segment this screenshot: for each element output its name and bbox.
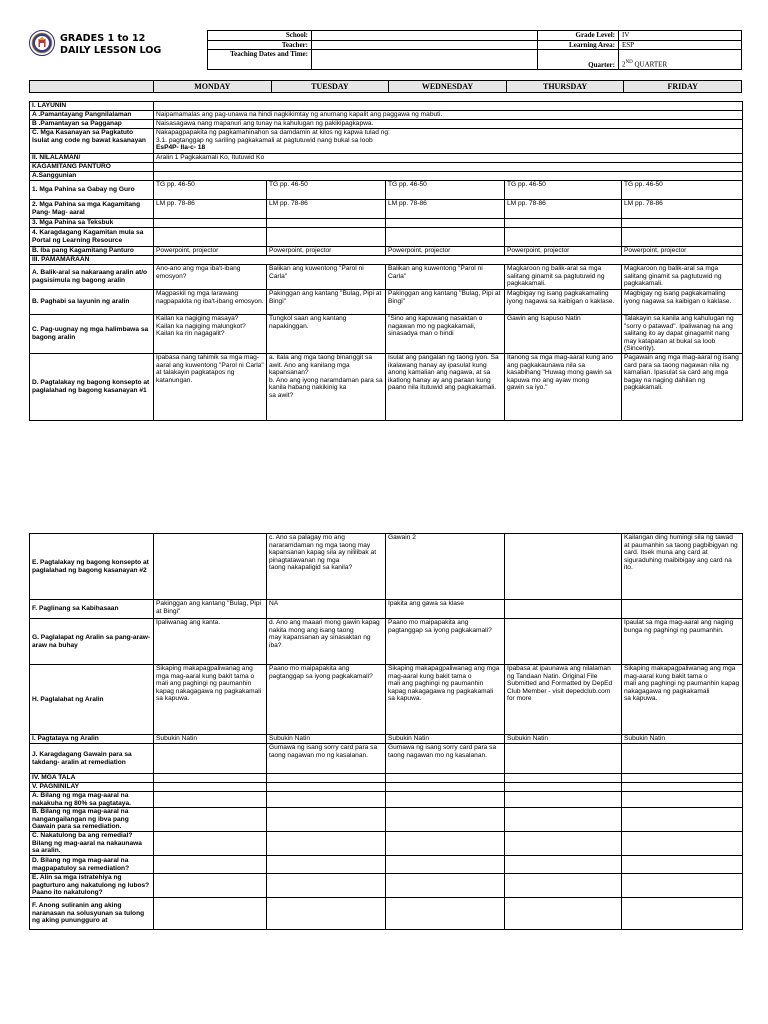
- day-cell: [505, 774, 622, 783]
- table-row: [30, 129, 743, 154]
- day-cell: Magbigay ng isang pagkakamaling iyong nagawa sa kaibigan o kaklase.: [505, 290, 622, 315]
- table-row: [30, 111, 743, 120]
- row-label: A.Sanggunian: [30, 172, 154, 181]
- row-label: B .Pamantayan sa Pagganap: [30, 120, 154, 129]
- day-cell: Magbigay ng isang pagkakamaling iyong nagawa sa kaibigan o kaklase.: [622, 290, 743, 315]
- row-label: II. NILALAMAN/: [30, 154, 154, 163]
- objective-text: [154, 154, 743, 163]
- row-label: I. LAYUNIN: [30, 102, 154, 111]
- day-cell: Paano mo maipapakita ang pagtanggap sa iyong pagkakamali?: [386, 619, 505, 665]
- day-cell: [505, 219, 622, 228]
- day-cell: Gumawa ng isang sorry card para sa taong nagawan mo ng kasalanan.: [267, 744, 386, 774]
- day-cell: [622, 897, 743, 929]
- day-cell: [154, 856, 267, 874]
- day-cell: LM pp. 78-86: [154, 200, 267, 219]
- day-cell: Pakinggan ang kantang "Bulag, Pipi at Bingi": [386, 290, 505, 315]
- day-cell: Isulat ang pangalan ng taong iyon. Sa ikalawang hanay ay ipasulat kung anong kamalian ang nagawa, at sa ikatlong hanay ay ang paraan kung paano nila itutuwid ang pagkakamali.: [386, 353, 505, 420]
- day-cell: Paano mo maipapakita ang pagtanggap sa iyong pagkakamali?: [267, 665, 386, 735]
- day-cell: d. Ano ang maaari mong gawin kapag nakita mong ang isang taong may kapansanan ay sinasaktan ng iba?: [267, 619, 386, 665]
- day-cell: LM pp. 78-86: [386, 200, 505, 219]
- table-row: [30, 163, 743, 172]
- document-title: [60, 33, 161, 57]
- day-cell: Subukin Natin: [154, 735, 267, 744]
- table-row: [30, 154, 743, 163]
- day-cell: [386, 228, 505, 247]
- day-cell: [267, 856, 386, 874]
- section-blank: [154, 256, 743, 265]
- day-cell: LM pp. 78-86: [267, 200, 386, 219]
- row-label: C. Pag-uugnay ng mga halimbawa sa bagong aralin: [30, 315, 154, 354]
- objective-text-content: Naisasagawa nang mapanuri ang tunay na kahulugan ng pakikipagkapwa.: [156, 120, 374, 127]
- table-row: [30, 534, 743, 600]
- learning-area-label: Learning Area:: [538, 40, 619, 50]
- section-blank: [154, 172, 743, 181]
- day-cell: Balikan ang kuwentong "Parol ni Carla": [267, 265, 386, 290]
- day-cell: Magpaskil ng mga larawang nagpapakita ng iba't-ibang emosyon.: [154, 290, 267, 315]
- day-cell: [505, 228, 622, 247]
- day-cell: [505, 856, 622, 874]
- day-cell: Talakayin sa kanila ang kahulugan ng "sorry o patawad". Ipaliwanag na ang salitang ito ay dapat ginagamit nang may katapatan at bukal sa loob (Sincerity).: [622, 315, 743, 354]
- day-cell: [505, 897, 622, 929]
- teacher-label: Teacher:: [208, 40, 312, 50]
- day-cell: [386, 774, 505, 783]
- day-cell: [154, 874, 267, 898]
- day-cell: [505, 783, 622, 792]
- day-cell: Gawin ang Isapuso Natin: [505, 315, 622, 354]
- row-label: I. Pagtataya ng Aralin: [30, 735, 154, 744]
- teaching-dates-value: [312, 50, 538, 70]
- row-label: 4. Karagdagang Kagamitan mula sa Portal ng Learning Resource: [30, 228, 154, 247]
- row-label: E. Pagtalakay ng bagong konsepto at paglalahad ng bagong kasanayan #2: [30, 534, 154, 600]
- day-cell: NA: [267, 600, 386, 619]
- day-cell: [154, 783, 267, 792]
- day-cell: Itanong sa mga mag-aaral kung ano ang pagkakaunawa nila sa kasabihang "Huwag mong gawin sa kapuwa mo ang ayaw mong gawin sa iyo.": [505, 353, 622, 420]
- table-row: [30, 219, 743, 228]
- school-label: School:: [208, 31, 312, 41]
- day-cell: Balikan ang kuwentong "Parol ni Carla": [386, 265, 505, 290]
- day-cell: Magkaroon ng balik-aral sa mga salitang ginamit sa pagtutuwid ng pagkakamali.: [505, 265, 622, 290]
- day-cell: Pakinggan ang kantang "Bulag, Pipi at Bingi": [267, 290, 386, 315]
- section-blank: [154, 102, 743, 111]
- day-cell: c. Ano sa palagay mo ang nararamdaman ng mga taong may kapansanan kapag sila ay nililibak at pinagtatawanan ng mga taong nakapaligid sa kanila?: [267, 534, 386, 600]
- day-cell: Powerpoint, projector: [154, 247, 267, 256]
- day-cell: [505, 600, 622, 619]
- teacher-value: [312, 40, 538, 50]
- row-label: F. Anong suliranin ang aking naranasan na solusyunan sa tulong ng aking punungguro at: [30, 897, 154, 929]
- table-row: [30, 783, 743, 792]
- day-cell: Ipaulat sa mga mag-aaral ang naging bunga ng paghingi ng paumanhin.: [622, 619, 743, 665]
- table-row: [30, 102, 743, 111]
- row-label: C. Mga Kasanayan sa Pagkatuto Isulat ang code ng bawat kasanayan: [30, 129, 154, 154]
- day-cell: [505, 808, 622, 832]
- day-cell: [505, 792, 622, 808]
- row-label: B. Iba pang Kagamitang Panturo: [30, 247, 154, 256]
- day-cell: [386, 856, 505, 874]
- day-cell: [505, 744, 622, 774]
- day-cell: [622, 228, 743, 247]
- table-row: [30, 172, 743, 181]
- day-cell: [386, 219, 505, 228]
- row-label: J. Karagdagang Gawain para sa takdang- aralin at remediation: [30, 744, 154, 774]
- day-thursday: THURSDAY: [506, 81, 624, 93]
- title-line-1: GRADES 1 to 12: [60, 33, 146, 44]
- day-cell: Pagawain ang mga mag-aaral ng isang card para sa taong nagawan nila ng kamalian. Ipasulat sa card ang mga bagay na naging dahilan ng pagkakamali.: [622, 353, 743, 420]
- day-cell: [386, 874, 505, 898]
- row-label: V. PAGNINILAY: [30, 783, 154, 792]
- day-cell: Subukin Natin: [622, 735, 743, 744]
- day-cell: [622, 219, 743, 228]
- table-row: [30, 856, 743, 874]
- day-cell: Tungkol saan ang kantang napakinggan.: [267, 315, 386, 354]
- day-cell: [622, 792, 743, 808]
- day-cell: [622, 832, 743, 856]
- day-cell: TG pp. 46-50: [267, 181, 386, 200]
- section-blank: [154, 163, 743, 172]
- table-row: [30, 353, 743, 420]
- day-cell: Subukin Natin: [267, 735, 386, 744]
- day-cell: [622, 600, 743, 619]
- objective-text-content: Aralin 1 Pagkakamali Ko, Itutuwid Ko: [156, 154, 265, 161]
- day-cell: TG pp. 46-50: [154, 181, 267, 200]
- days-header-table: [29, 80, 742, 93]
- day-cell: Powerpoint, projector: [267, 247, 386, 256]
- day-cell: [622, 744, 743, 774]
- deped-seal-logo: [29, 30, 55, 56]
- day-cell: [622, 808, 743, 832]
- day-cell: Subukin Natin: [386, 735, 505, 744]
- day-cell: Kailangan ding humingi sila ng tawad at paumanhin sa taong pagbibigyan ng card. Itsek muna ang card at siguraduhing maibibigay ang card na ito.: [622, 534, 743, 600]
- day-cell: [386, 792, 505, 808]
- grade-level-value: IV: [619, 31, 742, 41]
- row-label: 3. Mga Pahina sa Teksbuk: [30, 219, 154, 228]
- row-label: 1. Mga Pahina sa Gabay ng Guro: [30, 181, 154, 200]
- table-row: [30, 265, 743, 290]
- day-cell: Sikaping makapagpaliwanag ang mga mag-aaral kung bakit tama o mali ang paghingi ng paumanhin kapag nakagagawa ng pagkakamali sa kapuwa.: [386, 665, 505, 735]
- day-cell: [154, 897, 267, 929]
- teaching-dates-label: Teaching Dates and Time:: [208, 50, 312, 70]
- lesson-plan-table: [29, 101, 743, 421]
- row-label: H. Paglalahat ng Aralin: [30, 665, 154, 735]
- day-friday: FRIDAY: [624, 81, 742, 93]
- day-cell: Sikaping makapagpaliwanag ang mga mag-aaral kung bakit tama o mali ang paghingi ng paumanhin kapag nakagagawa ng pagkakamali sa kapuwa.: [154, 665, 267, 735]
- day-cell: Sikaping makapagpaliwanag ang mga mag-aaral kung bakit tama o mali ang paghingi ng paumanhin kapag nakagagawa ng pagkakamali sa kapuwa.: [622, 665, 743, 735]
- day-cell: [267, 783, 386, 792]
- day-cell: Gawain 2: [386, 534, 505, 600]
- objective-text-content: Naipamamalas ang pag-unawa na hindi nagkikimtay ng anumang kapalit ang paggawa ng mabuti.: [156, 111, 443, 118]
- table-row: [30, 735, 743, 744]
- table-row: [30, 256, 743, 265]
- title-line-2: DAILY LESSON LOG: [60, 45, 162, 56]
- day-cell: [267, 228, 386, 247]
- day-cell: a. Itala ang mga taong binanggit sa awit. Ano ang kanilang mga kapansanan? b. Ano ang iyong naramdaman para sa kanila habang nakikinig ka sa awit?: [267, 353, 386, 420]
- day-cell: Ipabasa nang tahimik sa mga mag-aaral ang kuwentong "Parol ni Carla" at talakayin pagkatapos ng katanungan.: [154, 353, 267, 420]
- table-row: [30, 874, 743, 898]
- day-cell: [622, 783, 743, 792]
- row-label: C. Nakatulong ba ang remedial? Bilang ng mag-aaral na nakaunawa sa aralin.: [30, 832, 154, 856]
- school-value: [312, 31, 538, 41]
- competency-code: EsP4P- IIa-c- 18: [156, 144, 206, 152]
- day-cell: [154, 808, 267, 832]
- day-cell: [267, 792, 386, 808]
- day-cell: [267, 832, 386, 856]
- quarter-label: Quarter:: [538, 50, 619, 70]
- day-cell: Powerpoint, projector: [505, 247, 622, 256]
- row-label: B. Paghabi sa layunin ng aralin: [30, 290, 154, 315]
- day-cell: Ipaliwanag ang kanta.: [154, 619, 267, 665]
- row-label: B. Bilang ng mga mag-aaral na nangangailangan ng ibva pang Gawain para sa remediation.: [30, 808, 154, 832]
- day-cell: Pakinggan ang kantang "Bulag, Pipi at Bingi": [154, 600, 267, 619]
- day-cell: TG pp. 46-50: [386, 181, 505, 200]
- row-label: A. Balik-aral sa nakaraang aralin at/o pagsisimula ng bagong aralin: [30, 265, 154, 290]
- table-row: [30, 744, 743, 774]
- day-cell: Ipakita ang gawa sa klase: [386, 600, 505, 619]
- row-label: E. Alin sa mga istratehiya ng pagturturo ang nakatulong ng lubos? Paano ito nakatulong?: [30, 874, 154, 898]
- day-cell: [267, 774, 386, 783]
- table-row: [30, 774, 743, 783]
- day-cell: [622, 774, 743, 783]
- days-header-blank: [30, 81, 154, 93]
- table-row: [30, 315, 743, 354]
- table-row: [30, 290, 743, 315]
- row-label: G. Paglalapat ng Aralin sa pang-araw-araw na buhay: [30, 619, 154, 665]
- table-row: [30, 181, 743, 200]
- day-cell: [267, 808, 386, 832]
- day-wednesday: WEDNESDAY: [389, 81, 507, 93]
- day-cell: "Sino ang kapuwang nasaktan o nagawan mo ng pagkakamali, sinasadya man o hindi: [386, 315, 505, 354]
- day-cell: Ano-ano ang mga iba't-ibang emosyon?: [154, 265, 267, 290]
- objective-text: [154, 111, 743, 120]
- objective-text-content: Nakapagpapakita ng pagkamahinahon sa damdamin at kilos ng kapwa tulad ng: 3.1. pagtanggap ng sariling pagkakamali at pagtutuwid nang bukal sa loob: [156, 129, 390, 144]
- grade-level-label: Grade Level:: [538, 31, 619, 41]
- table-row: [30, 619, 743, 665]
- row-label: IV. MGA TALA: [30, 774, 154, 783]
- day-cell: [267, 219, 386, 228]
- table-row: [30, 665, 743, 735]
- day-cell: Powerpoint, projector: [386, 247, 505, 256]
- day-cell: Gumawa ng isang sorry card para sa taong nagawan mo ng kasalanan.: [386, 744, 505, 774]
- day-cell: [622, 856, 743, 874]
- day-cell: [154, 832, 267, 856]
- row-label: D. Pagtalakay ng bagong konsepto at paglalahad ng bagong kasanayan #1: [30, 353, 154, 420]
- row-label: A. Bilang ng mga mag-aaral na nakakuha ng 80% sa pagtataya.: [30, 792, 154, 808]
- day-cell: [505, 619, 622, 665]
- row-label: F. Paglinang sa Kabihasaan: [30, 600, 154, 619]
- lesson-plan-table-continued: [29, 533, 743, 930]
- day-cell: [505, 874, 622, 898]
- table-row: [30, 792, 743, 808]
- day-cell: Kailan ka nagiging masaya? Kailan ka nagiging malungkot? Kailan ka rin nagagalit?: [154, 315, 267, 354]
- table-row: [30, 228, 743, 247]
- day-cell: TG pp. 46-50: [505, 181, 622, 200]
- quarter-value: 2ND QUARTER: [619, 50, 742, 70]
- day-tuesday: TUESDAY: [271, 81, 389, 93]
- table-row: [30, 200, 743, 219]
- table-row: [30, 897, 743, 929]
- objective-text: [154, 120, 743, 129]
- day-cell: [386, 808, 505, 832]
- row-label: D. Bilang ng mga mag-aaral na magpapatuloy sa remediation?: [30, 856, 154, 874]
- day-cell: Subukin Natin: [505, 735, 622, 744]
- day-cell: [154, 534, 267, 600]
- day-cell: [386, 783, 505, 792]
- day-cell: [505, 832, 622, 856]
- day-cell: Powerpoint, projector: [622, 247, 743, 256]
- day-cell: Ipabasa at ipaunawa ang nilalaman ng Tandaan Natin. Original File Submitted and Formatted by DepEd Club Member - visit depedclub.com for more: [505, 665, 622, 735]
- day-cell: [154, 228, 267, 247]
- day-cell: LM pp. 78-86: [622, 200, 743, 219]
- day-cell: [154, 792, 267, 808]
- header-info-table: [207, 30, 742, 70]
- table-row: [30, 600, 743, 619]
- row-label: III. PAMAMARAAN: [30, 256, 154, 265]
- day-cell: [267, 897, 386, 929]
- day-cell: LM pp. 78-86: [505, 200, 622, 219]
- row-label: 2. Mga Pahina sa mga Kagamitang Pang- Mag- aaral: [30, 200, 154, 219]
- day-cell: [154, 219, 267, 228]
- day-monday: MONDAY: [154, 81, 272, 93]
- day-cell: [505, 534, 622, 600]
- day-cell: [154, 774, 267, 783]
- objective-text: [154, 129, 743, 154]
- day-cell: [386, 897, 505, 929]
- table-row: [30, 832, 743, 856]
- day-cell: [622, 874, 743, 898]
- learning-area-value: ESP: [619, 40, 742, 50]
- table-row: [30, 120, 743, 129]
- row-label: KAGAMITANG PANTURO: [30, 163, 154, 172]
- day-cell: [267, 874, 386, 898]
- table-row: [30, 247, 743, 256]
- day-cell: [154, 744, 267, 774]
- day-cell: TG pp. 46-50: [622, 181, 743, 200]
- day-cell: Magkaroon ng balik-aral sa mga salitang ginamit sa pagtutuwid ng pagkakamali.: [622, 265, 743, 290]
- day-cell: [386, 832, 505, 856]
- row-label: A .Pamantayang Pangnilalaman: [30, 111, 154, 120]
- table-row: [30, 808, 743, 832]
